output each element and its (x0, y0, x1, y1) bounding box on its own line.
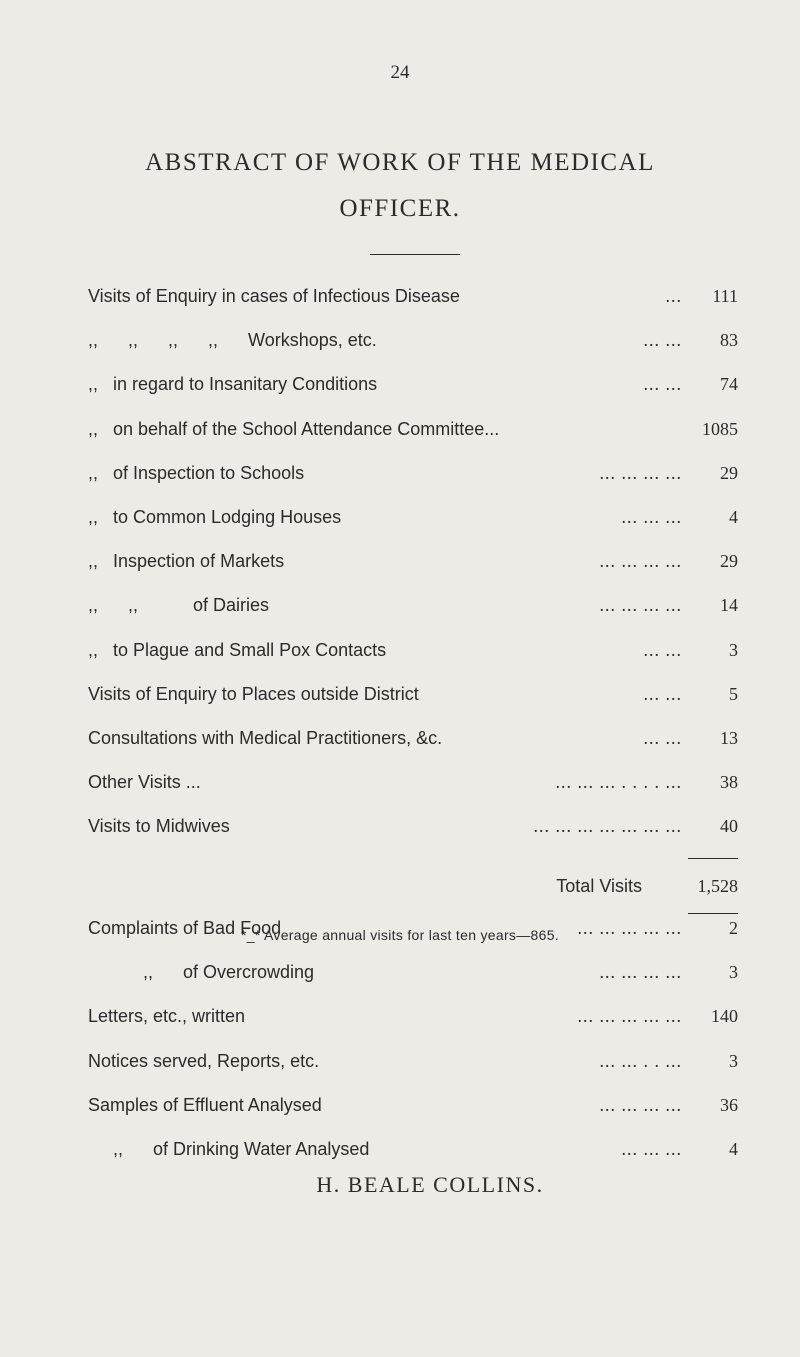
visit-row (88, 281, 738, 311)
visit-row (88, 369, 738, 399)
leader-dots: ... (665, 286, 682, 306)
visit-row (88, 635, 738, 665)
leader-dots: ... ... ... ... ... ... ... (533, 816, 682, 837)
average-note: *_* Average annual visits for last ten years—865. (241, 927, 559, 944)
visit-label: ,, ,, ,, ,, Workshops, etc. (88, 330, 377, 351)
visit-label: ,, on behalf of the School Attendance Committee... (88, 418, 500, 439)
page-title (60, 140, 740, 232)
visit-row (88, 590, 738, 620)
visit-label: ,, to Plague and Small Pox Contacts (88, 639, 387, 660)
visit-row (88, 458, 738, 488)
visit-label: ,, ,, of Dairies (88, 595, 270, 616)
work-value: 36 (720, 1094, 738, 1115)
visit-row (88, 679, 738, 709)
work-label: Complaints of Bad Food (88, 918, 282, 938)
visit-row (88, 502, 738, 532)
visit-value: 29 (720, 462, 738, 483)
work-value: 2 (729, 918, 738, 938)
leader-dots: ... ... ... ... (599, 962, 682, 983)
title-line-1: ABSTRACT OF WORK OF THE MEDICAL (145, 149, 655, 176)
work-row (88, 913, 738, 943)
sum-rule (688, 858, 738, 859)
leader-dots: ... ... (643, 728, 682, 748)
total-label: Total Visits (556, 876, 642, 897)
total-row (88, 871, 738, 901)
visit-row (88, 325, 738, 355)
visit-value: 13 (720, 728, 738, 748)
leader-dots: ... ... . . ... (599, 1050, 682, 1071)
work-label: Samples of Effluent Analysed (88, 1094, 322, 1115)
work-value: 3 (729, 962, 738, 983)
visit-label: ,, Inspection of Markets (88, 551, 285, 572)
leader-dots: ... ... ... (621, 1139, 682, 1159)
leader-dots: ... ... (643, 683, 682, 704)
work-row (88, 957, 738, 987)
work-row (88, 1001, 738, 1031)
page-number: 24 (390, 62, 410, 83)
work-label: ,, of Drinking Water Analysed (88, 1139, 370, 1159)
work-row (88, 1134, 738, 1164)
visit-value: 4 (729, 507, 738, 527)
visit-value: 5 (729, 683, 738, 704)
visit-row (88, 767, 738, 797)
work-label: Notices served, Reports, etc. (88, 1050, 320, 1071)
visit-label: Consultations with Medical Practitioners, &c. (88, 728, 443, 748)
visit-value: 83 (720, 330, 738, 351)
leader-dots: ... ... (643, 639, 682, 660)
visit-value: 14 (720, 595, 738, 616)
leader-dots: ... ... ... ... (599, 1094, 682, 1115)
work-row (88, 1090, 738, 1120)
visit-label: ,, to Common Lodging Houses (88, 507, 342, 527)
visit-value: 74 (720, 374, 738, 395)
leader-dots: ... ... (643, 374, 682, 395)
visit-value: 29 (720, 551, 738, 572)
leader-dots: ... ... ... ... (599, 462, 682, 483)
work-label: Letters, etc., written (88, 1006, 246, 1027)
work-value: 3 (729, 1050, 738, 1071)
visit-row (88, 546, 738, 576)
leader-dots: ... ... ... (621, 507, 682, 527)
visit-label: ,, of Inspection to Schools (88, 462, 305, 483)
visit-label: Visits to Midwives (88, 816, 230, 837)
visit-value: 3 (729, 639, 738, 660)
leader-dots: ... ... (643, 330, 682, 351)
work-value: 140 (711, 1006, 738, 1027)
leader-dots: ... ... ... ... (599, 595, 682, 616)
visit-value: 1085 (702, 418, 738, 439)
visit-row (88, 723, 738, 753)
total-value: 1,528 (697, 876, 738, 897)
visit-row (88, 414, 738, 444)
visit-value: 111 (712, 286, 738, 306)
leader-dots: ... ... ... ... ... (577, 918, 682, 938)
visit-label: ,, in regard to Insanitary Conditions (88, 374, 378, 395)
signature: H. BEALE COLLINS. (316, 1172, 544, 1197)
visit-row (88, 811, 738, 841)
work-value: 4 (729, 1139, 738, 1159)
visit-value: 38 (720, 772, 738, 793)
visit-value: 40 (720, 816, 738, 837)
leader-dots: ... ... ... ... ... (577, 1006, 682, 1027)
title-line-2: OFFICER. (339, 195, 461, 222)
work-label: ,, of Overcrowding (88, 962, 315, 983)
leader-dots: ... ... ... ... (599, 551, 682, 572)
work-row (88, 1046, 738, 1076)
leader-dots: ... ... ... . . . . ... (555, 772, 682, 793)
title-divider (370, 254, 460, 255)
visit-label: Other Visits ... (88, 772, 201, 793)
visit-label: Visits of Enquiry in cases of Infectious Disease (88, 286, 460, 306)
visit-label: Visits of Enquiry to Places outside District (88, 683, 419, 704)
